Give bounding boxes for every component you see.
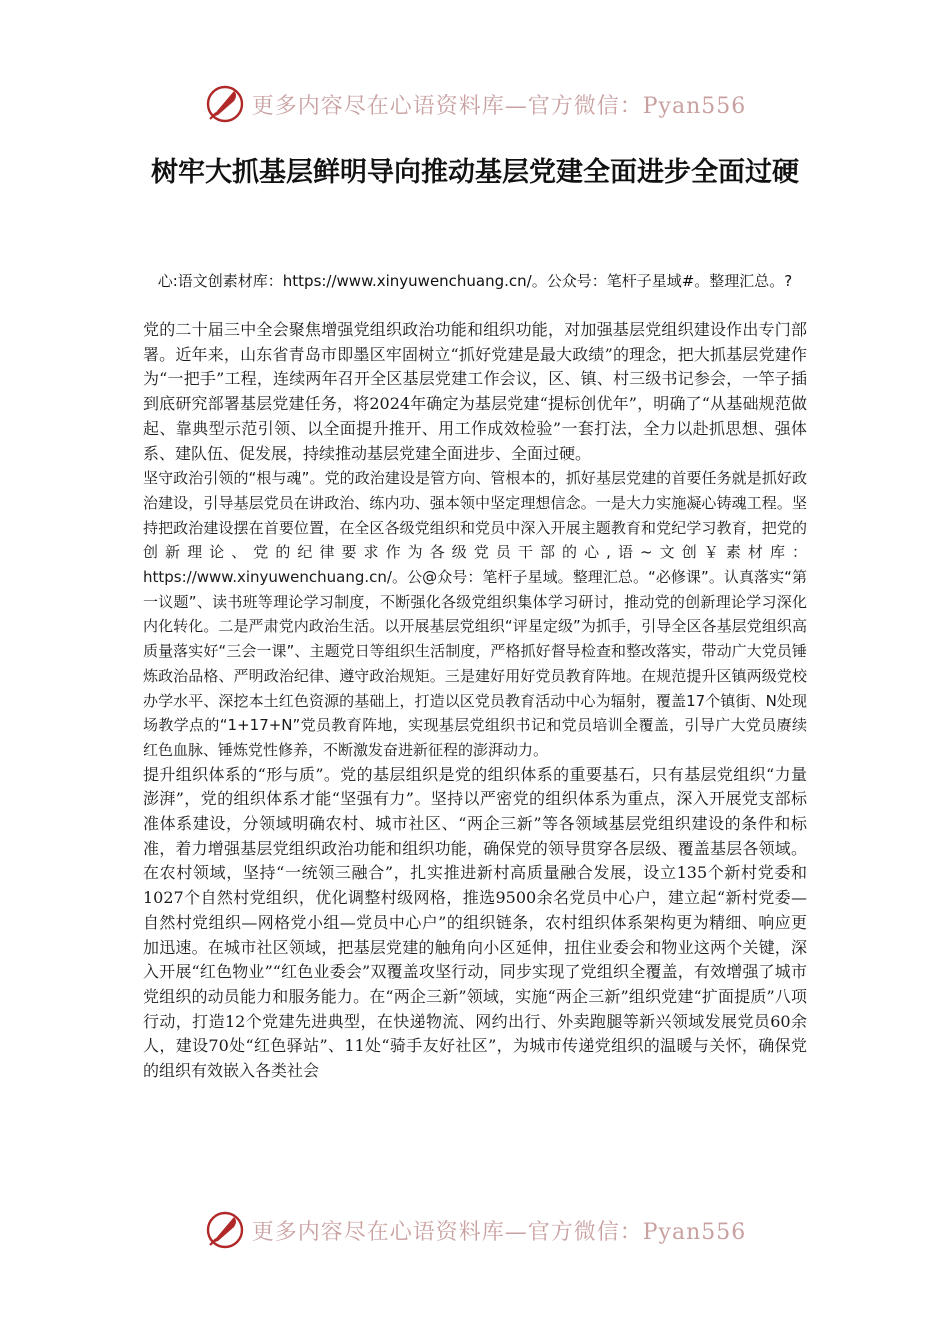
paragraph-intro: 党的二十届三中全会聚焦增强党组织政治功能和组织功能，对加强基层党组织建设作出专门部署。近年来，山东省青岛市即墨区牢固树立“抓好党建是最大政绩”的理念，把大抓基层党建作为“一把手”工程，连续两年召开全区基层党建工作会议，区、镇、村三级书记参会，一竿子插到底研究部署基层党建任务，将2024年确定为基层党建“提标创优年”，明确了“从基础规范做起、靠典型示范引领、以全面提升推开、用工作成效检验”一套打法，全力以赴抓思想、强体系、建队伍、促发展，持续推动基层党建全面进步、全面过硬。 <box>143 320 807 463</box>
header-banner <box>0 80 950 128</box>
source-line: 心:语文创素材库：https://www.xinyuwenchuang.cn/。公众号：笔杆子星域#。整理汇总。? <box>157 272 793 290</box>
quill-pen-icon <box>204 83 246 125</box>
quill-pen-icon <box>204 1209 246 1251</box>
document-body <box>143 318 807 1084</box>
document-title: 树牢大抓基层鲜明导向推动基层党建全面进步全面过硬 <box>151 157 799 188</box>
banner-text: 更多内容尽在心语资料库—官方微信：Pyan556 <box>251 93 747 119</box>
paragraph-political-guidance: 坚守政治引领的“根与魂”。党的政治建设是管方向、管根本的，抓好基层党建的首要任务就是抓好政治建设，引导基层党员在讲政治、练内功、强本领中坚定理想信念。一是大力实施凝心铸魂工程。坚持把政治建设摆在首要位置，在全区各级党组织和党员中深入开展主题教育和党纪学习教育，把党的创新理论、党的纪律要求作为各级党员干部的心,语~文创￥素材库：https://www.xinyuwenchuang.cn/。公@众号：笔杆子星域。整理汇总。“必修课”。认真落实“第一议题”、读书班等理论学习制度，不断强化各级党组织集体学习研讨，推动党的创新理论学习深化内化转化。二是严肃党内政治生活。以开展基层党组织“评星定级”为抓手，引导全区各基层党组织高质量落实好“三会一课”、主题党日等组织生活制度，严格抓好督导检查和整改落实，带动广大党员锤炼政治品格、严明政治纪律、遵守政治规矩。三是建好用好党员教育阵地。在规范提升区镇两级党校办学水平、深挖本土红色资源的基础上，打造以区党员教育活动中心为辐射，覆盖17个镇街、N处现场教学点的“1+17+N”党员教育阵地，实现基层党组织书记和党员培训全覆盖，引导广大党员赓续红色血脉、锤炼党性修养，不断激发奋进新征程的澎湃动力。 <box>143 469 807 759</box>
banner-text: 更多内容尽在心语资料库—官方微信：Pyan556 <box>251 1219 747 1245</box>
paragraph-organization-system: 提升组织体系的“形与质”。党的基层组织是党的组织体系的重要基石，只有基层党组织“力量澎湃”，党的组织体系才能“坚强有力”。坚持以严密党的组织体系为重点，深入开展党支部标准体系建设，分领域明确农村、城市社区、“两企三新”等各领域基层党组织建设的条件和标准，着力增强基层党组织政治功能和组织功能，确保党的领导贯穿各层级、覆盖基层各领域。在农村领域，坚持“一统领三融合”，扎实推进新村高质量融合发展，设立135个新村党委和1027个自然村党组织，优化调整村级网格，推选9500余名党员中心户，建立起“新村党委—自然村党组织—网格党小组—党员中心户”的组织链条，农村组织体系架构更为精细、响应更加迅速。在城市社区领域，把基层党建的触角向小区延伸，扭住业委会和物业这两个关键，深入开展“红色物业”“红色业委会”双覆盖攻坚行动，同步实现了党组织全覆盖，有效增强了城市党组织的动员能力和服务能力。在“两企三新”领域，实施“两企三新”组织党建“扩面提质”八项行动，打造12个党建先进典型，在快递物流、网约出行、外卖跑腿等新兴领域发展党员60余人，建设70处“红色驿站”、11处“骑手友好社区”，为城市传递党组织的温暖与关怀，确保党的组织有效嵌入各类社会 <box>143 764 807 1081</box>
footer-banner <box>0 1206 950 1254</box>
